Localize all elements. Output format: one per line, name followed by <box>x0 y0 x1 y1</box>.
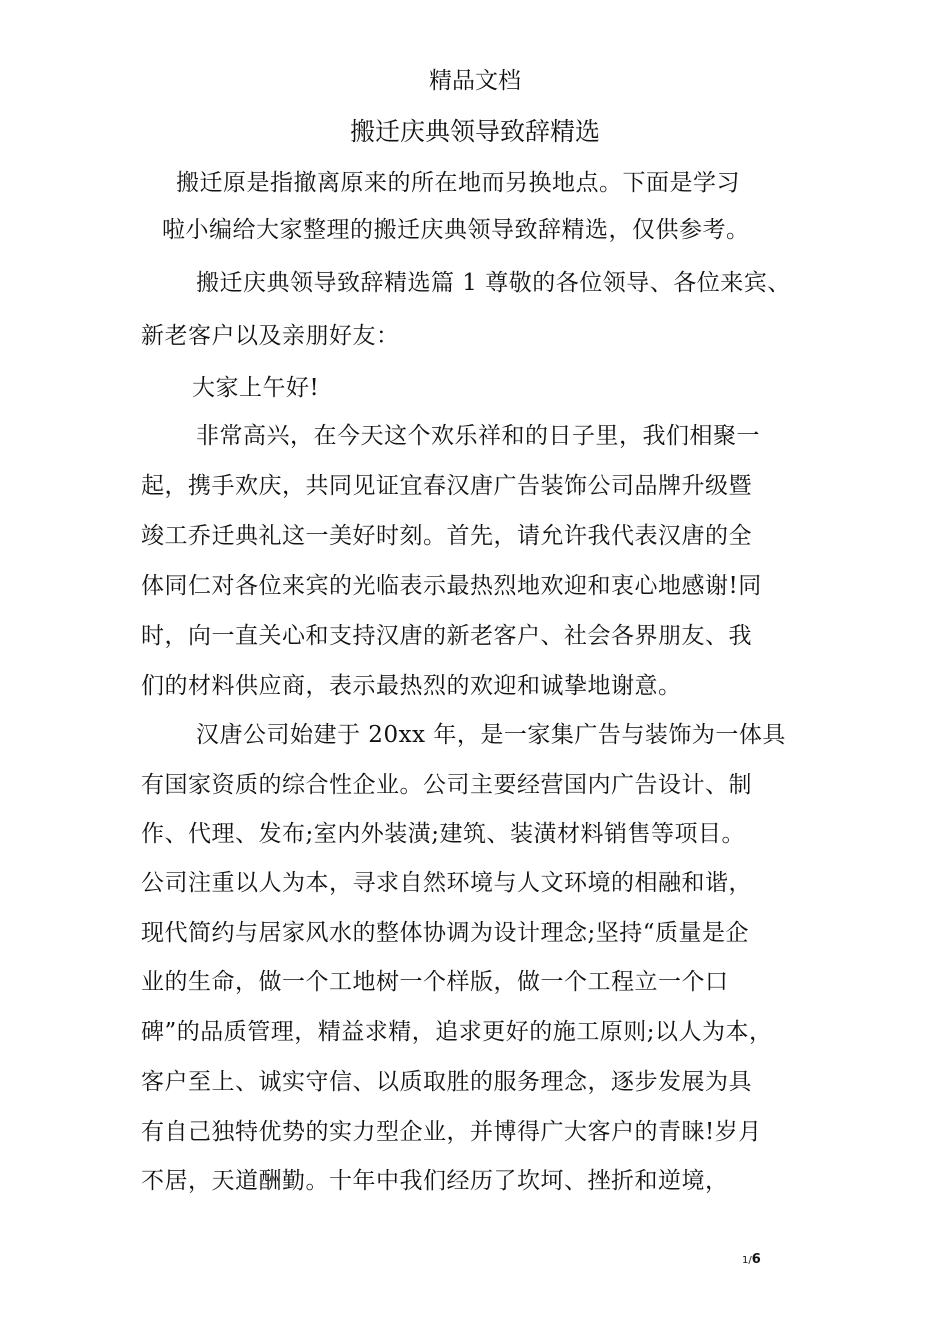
body-line: 竣工乔迁典礼这一美好时刻。首先，请允许我代表汉唐的全 <box>141 523 752 549</box>
body-line: 体同仁对各位来宾的光临表示最热烈地欢迎和衷心地感谢!同 <box>141 573 762 599</box>
page-number-current: 1 <box>742 1255 749 1266</box>
page-number-total: 6 <box>751 1252 761 1267</box>
body-line: 搬迁原是指撤离原来的所在地而另换地点。下面是学习 <box>176 170 740 196</box>
body-line: 有自己独特优势的实力型企业，并博得广大客户的青睐!岁月 <box>141 1119 762 1145</box>
document-title: 搬迁庆典领导致辞精选 <box>349 117 600 146</box>
body-line: 碑”的品质管理，精益求精，追求更好的施工原则;以人为本， <box>141 1019 773 1045</box>
page-header: 精品文档 <box>429 68 521 94</box>
page-number <box>742 1252 761 1269</box>
body-line: 公司注重以人为本，寻求自然环境与人文环境的相融和谐， <box>141 870 752 896</box>
page-number-separator: / <box>748 1255 752 1266</box>
body-line: 新老客户以及亲朋好友： <box>141 323 400 349</box>
body-line: 非常高兴，在今天这个欢乐祥和的日子里，我们相聚一 <box>196 423 760 449</box>
body-line: 汉唐公司始建于 20xx 年，是一家集广告与装饰为一体具 <box>196 722 786 748</box>
body-line: 客户至上、诚实守信、以质取胜的服务理念，逐步发展为具 <box>141 1069 752 1095</box>
body-line: 业的生命，做一个工地树一个样版，做一个工程立一个口 <box>141 969 729 995</box>
body-line: 啦小编给大家整理的搬迁庆典领导致辞精选，仅供参考。 <box>162 217 750 243</box>
body-line: 们的材料供应商，表示最热烈的欢迎和诚挚地谢意。 <box>141 673 682 699</box>
body-line: 有国家资质的综合性企业。公司主要经营国内广告设计、制 <box>141 772 752 798</box>
body-line: 现代简约与居家风水的整体协调为设计理念;坚持“质量是企 <box>141 920 750 946</box>
body-line: 不居，天道酬勤。十年中我们经历了坎坷、挫折和逆境， <box>141 1168 729 1194</box>
body-line: 搬迁庆典领导致辞精选篇 1 尊敬的各位领导、各位来宾、 <box>196 270 791 296</box>
body-line: 大家上午好! <box>192 375 320 401</box>
body-line: 时，向一直关心和支持汉唐的新老客户、社会各界朋友、我 <box>141 623 752 649</box>
body-line: 起，携手欢庆，共同见证宜春汉唐广告装饰公司品牌升级暨 <box>141 473 752 499</box>
body-line: 作、代理、发布;室内外装潢;建筑、装潢材料销售等项目。 <box>141 821 745 847</box>
